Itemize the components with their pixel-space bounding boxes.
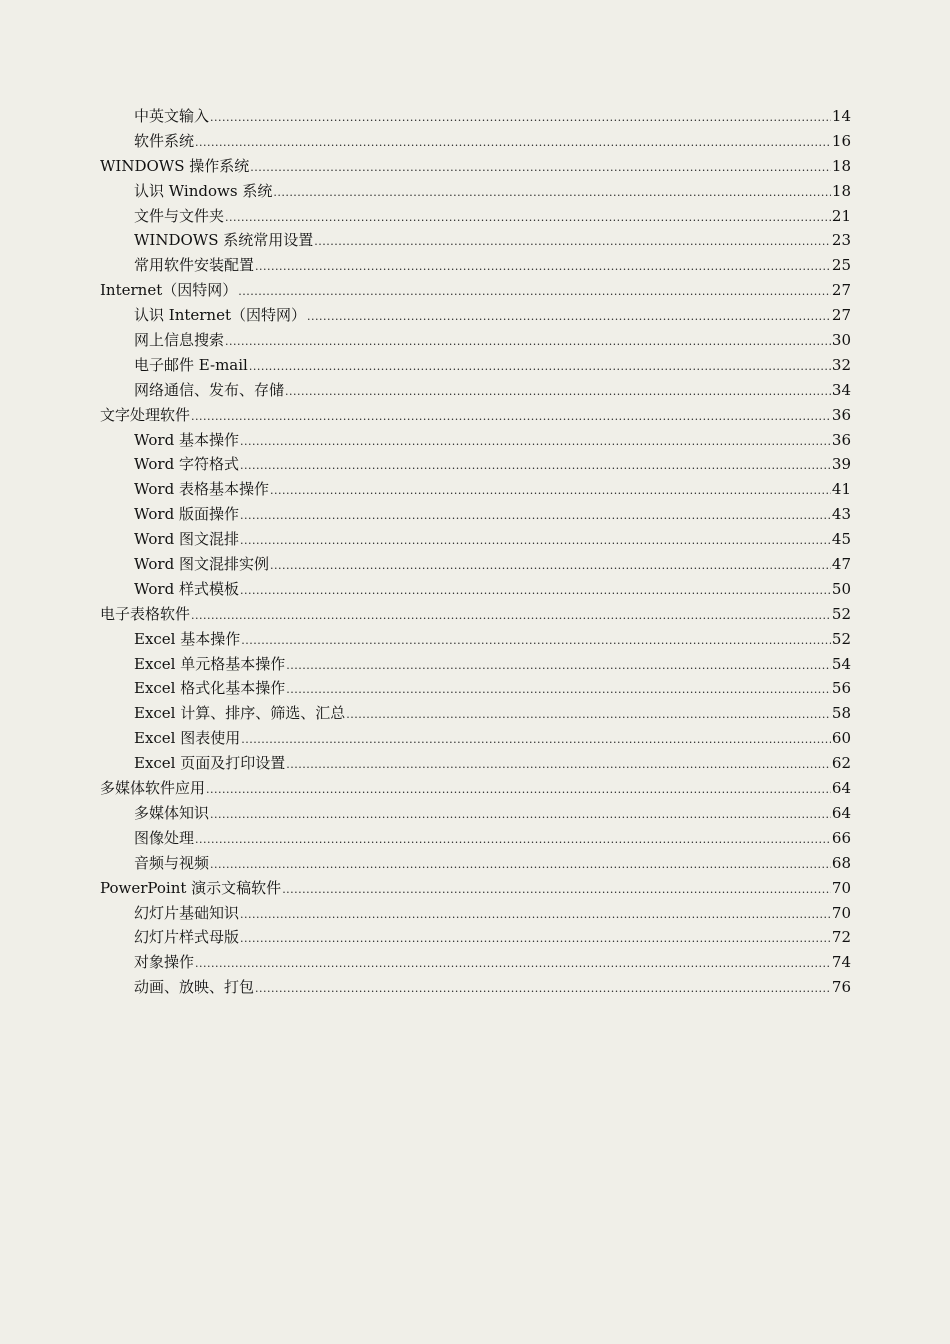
toc-page-number: 25 (831, 256, 851, 275)
toc-entry-title: 认识 Internet（因特网） (134, 306, 306, 325)
toc-dot-leader (286, 753, 831, 778)
toc-page-number: 52 (831, 604, 851, 623)
toc-page-number: 36 (831, 405, 851, 424)
toc-page-number: 70 (831, 903, 851, 922)
toc-page-number: 16 (831, 131, 851, 150)
toc-dot-leader (240, 430, 831, 455)
toc-entry (100, 901, 851, 926)
toc-page-number: 76 (831, 978, 851, 997)
toc-entry (100, 950, 851, 975)
toc-entry-title: 网上信息搜索 (134, 331, 225, 350)
toc-dot-leader (307, 305, 831, 330)
toc-page-number: 18 (831, 156, 851, 175)
toc-entry (100, 204, 851, 229)
toc-entry-title: Word 表格基本操作 (134, 480, 269, 499)
toc-entry-title: Word 基本操作 (134, 430, 239, 449)
toc-entry-title: Excel 单元格基本操作 (134, 654, 286, 673)
toc-page-number: 64 (831, 803, 851, 822)
toc-entry (100, 876, 851, 901)
toc-entry (100, 527, 851, 552)
toc-entry (100, 751, 851, 776)
toc-entry-title: 文件与文件夹 (134, 206, 225, 225)
toc-dot-leader (285, 380, 831, 405)
toc-page-number: 27 (831, 306, 851, 325)
toc-page-number: 36 (831, 430, 851, 449)
toc-dot-leader (255, 977, 831, 1002)
toc-entry-title: Excel 基本操作 (134, 629, 241, 648)
toc-entry (100, 652, 851, 677)
toc-page-number: 32 (831, 355, 851, 374)
toc-page-number: 39 (831, 455, 851, 474)
toc-entry (100, 353, 851, 378)
toc-entry (100, 925, 851, 950)
toc-dot-leader (273, 181, 831, 206)
toc-entry (100, 104, 851, 129)
toc-entry-title: Word 样式模板 (134, 579, 239, 598)
toc-dot-leader (191, 604, 831, 629)
toc-dot-leader (286, 678, 831, 703)
toc-dot-leader (286, 654, 831, 679)
toc-dot-leader (240, 504, 831, 529)
toc-dot-leader (346, 703, 831, 728)
toc-entry (100, 129, 851, 154)
toc-entry (100, 577, 851, 602)
toc-dot-leader (255, 255, 831, 280)
toc-page-number: 45 (831, 530, 851, 549)
toc-entry (100, 826, 851, 851)
toc-page-number: 41 (831, 480, 851, 499)
toc-dot-leader (191, 405, 831, 430)
toc-dot-leader (210, 803, 831, 828)
toc-entry (100, 278, 851, 303)
toc-entry-title: 图像处理 (134, 828, 195, 847)
toc-entry-title: 网络通信、发布、存储 (134, 380, 285, 399)
toc-entry (100, 403, 851, 428)
toc-entry-title: 中英文输入 (134, 107, 210, 125)
toc-dot-leader (240, 927, 831, 952)
toc-entry (100, 154, 851, 179)
toc-page-number: 56 (831, 679, 851, 698)
toc-page-number: 21 (831, 206, 851, 225)
toc-page-number: 62 (831, 754, 851, 773)
toc-entry-title: Word 字符格式 (134, 455, 239, 474)
toc-dot-leader (240, 529, 831, 554)
toc-dot-leader (314, 230, 831, 255)
toc-page-number: 60 (831, 729, 851, 748)
toc-entry-title: 幻灯片基础知识 (134, 903, 240, 922)
toc-dot-leader (206, 778, 831, 803)
toc-entry-title: 认识 Windows 系统 (134, 181, 273, 200)
toc-entry (100, 253, 851, 278)
toc-page-number: 47 (831, 555, 851, 574)
toc-entry-title: Excel 图表使用 (134, 729, 241, 748)
toc-dot-leader (270, 554, 831, 579)
toc-entry-title: 文字处理软件 (100, 405, 191, 424)
toc-entry-title: 常用软件安装配置 (134, 256, 255, 275)
toc-dot-leader (210, 106, 831, 131)
toc-dot-leader (270, 479, 831, 504)
toc-entry-title: Word 版面操作 (134, 505, 239, 524)
toc-page-number: 68 (831, 853, 851, 872)
toc-entry-title: Excel 计算、排序、筛选、汇总 (134, 704, 346, 723)
toc-entry (100, 801, 851, 826)
toc-entry-title: Word 图文混排 (134, 530, 239, 549)
toc-dot-leader (240, 903, 831, 928)
toc-page-number: 52 (831, 629, 851, 648)
toc-entry-title: Excel 格式化基本操作 (134, 679, 286, 698)
toc-page-number: 27 (831, 281, 851, 300)
toc-page-number: 70 (831, 878, 851, 897)
toc-dot-leader (195, 828, 831, 853)
toc-page-number: 34 (831, 380, 851, 399)
toc-page-number: 66 (831, 828, 851, 847)
toc-dot-leader (241, 728, 831, 753)
toc-entry-title: WINDOWS 系统常用设置 (134, 231, 314, 250)
toc-entry (100, 726, 851, 751)
toc-entry-title: 幻灯片样式母版 (134, 928, 240, 947)
toc-entry-title: PowerPoint 演示文稿软件 (100, 878, 282, 897)
table-of-contents (100, 104, 851, 1000)
toc-entry-title: 电子邮件 E-mail (134, 355, 248, 374)
toc-entry (100, 452, 851, 477)
toc-dot-leader (238, 280, 831, 305)
toc-dot-leader (210, 853, 831, 878)
toc-entry-title: 音频与视频 (134, 853, 210, 872)
toc-page-number: 30 (831, 331, 851, 350)
toc-entry-title: Internet（因特网） (100, 281, 238, 300)
toc-page-number: 58 (831, 704, 851, 723)
toc-dot-leader (282, 878, 831, 903)
toc-entry (100, 303, 851, 328)
toc-dot-leader (249, 355, 831, 380)
toc-page-number: 72 (831, 928, 851, 947)
toc-dot-leader (250, 156, 831, 181)
toc-page-number: 54 (831, 654, 851, 673)
toc-entry (100, 776, 851, 801)
toc-entry (100, 378, 851, 403)
toc-entry (100, 602, 851, 627)
toc-dot-leader (195, 131, 831, 156)
toc-entry-title: 动画、放映、打包 (134, 978, 255, 997)
toc-dot-leader (240, 579, 831, 604)
toc-dot-leader (225, 330, 831, 355)
toc-entry-title: 多媒体软件应用 (100, 779, 206, 798)
toc-page-number: 64 (831, 779, 851, 798)
toc-entry (100, 627, 851, 652)
toc-dot-leader (241, 629, 831, 654)
toc-entry (100, 328, 851, 353)
toc-entry-title: 对象操作 (134, 953, 195, 972)
toc-entry (100, 228, 851, 253)
toc-dot-leader (195, 952, 831, 977)
toc-entry (100, 179, 851, 204)
toc-entry-title: Word 图文混排实例 (134, 555, 269, 574)
toc-entry (100, 975, 851, 1000)
toc-entry-title: 电子表格软件 (100, 604, 191, 623)
toc-page-number: 14 (831, 107, 851, 125)
toc-entry (100, 477, 851, 502)
toc-entry-title: WINDOWS 操作系统 (100, 156, 250, 175)
toc-entry-title: Excel 页面及打印设置 (134, 754, 286, 773)
toc-page-number: 18 (831, 181, 851, 200)
toc-entry-title: 多媒体知识 (134, 803, 210, 822)
toc-entry (100, 552, 851, 577)
toc-dot-leader (240, 454, 831, 479)
toc-entry-title: 软件系统 (134, 131, 195, 150)
toc-page-number: 23 (831, 231, 851, 250)
toc-page-number: 43 (831, 505, 851, 524)
toc-page-number: 50 (831, 579, 851, 598)
toc-entry (100, 701, 851, 726)
toc-dot-leader (225, 206, 831, 231)
toc-entry (100, 676, 851, 701)
toc-entry (100, 502, 851, 527)
toc-entry (100, 851, 851, 876)
toc-page-number: 74 (831, 953, 851, 972)
toc-entry (100, 428, 851, 453)
